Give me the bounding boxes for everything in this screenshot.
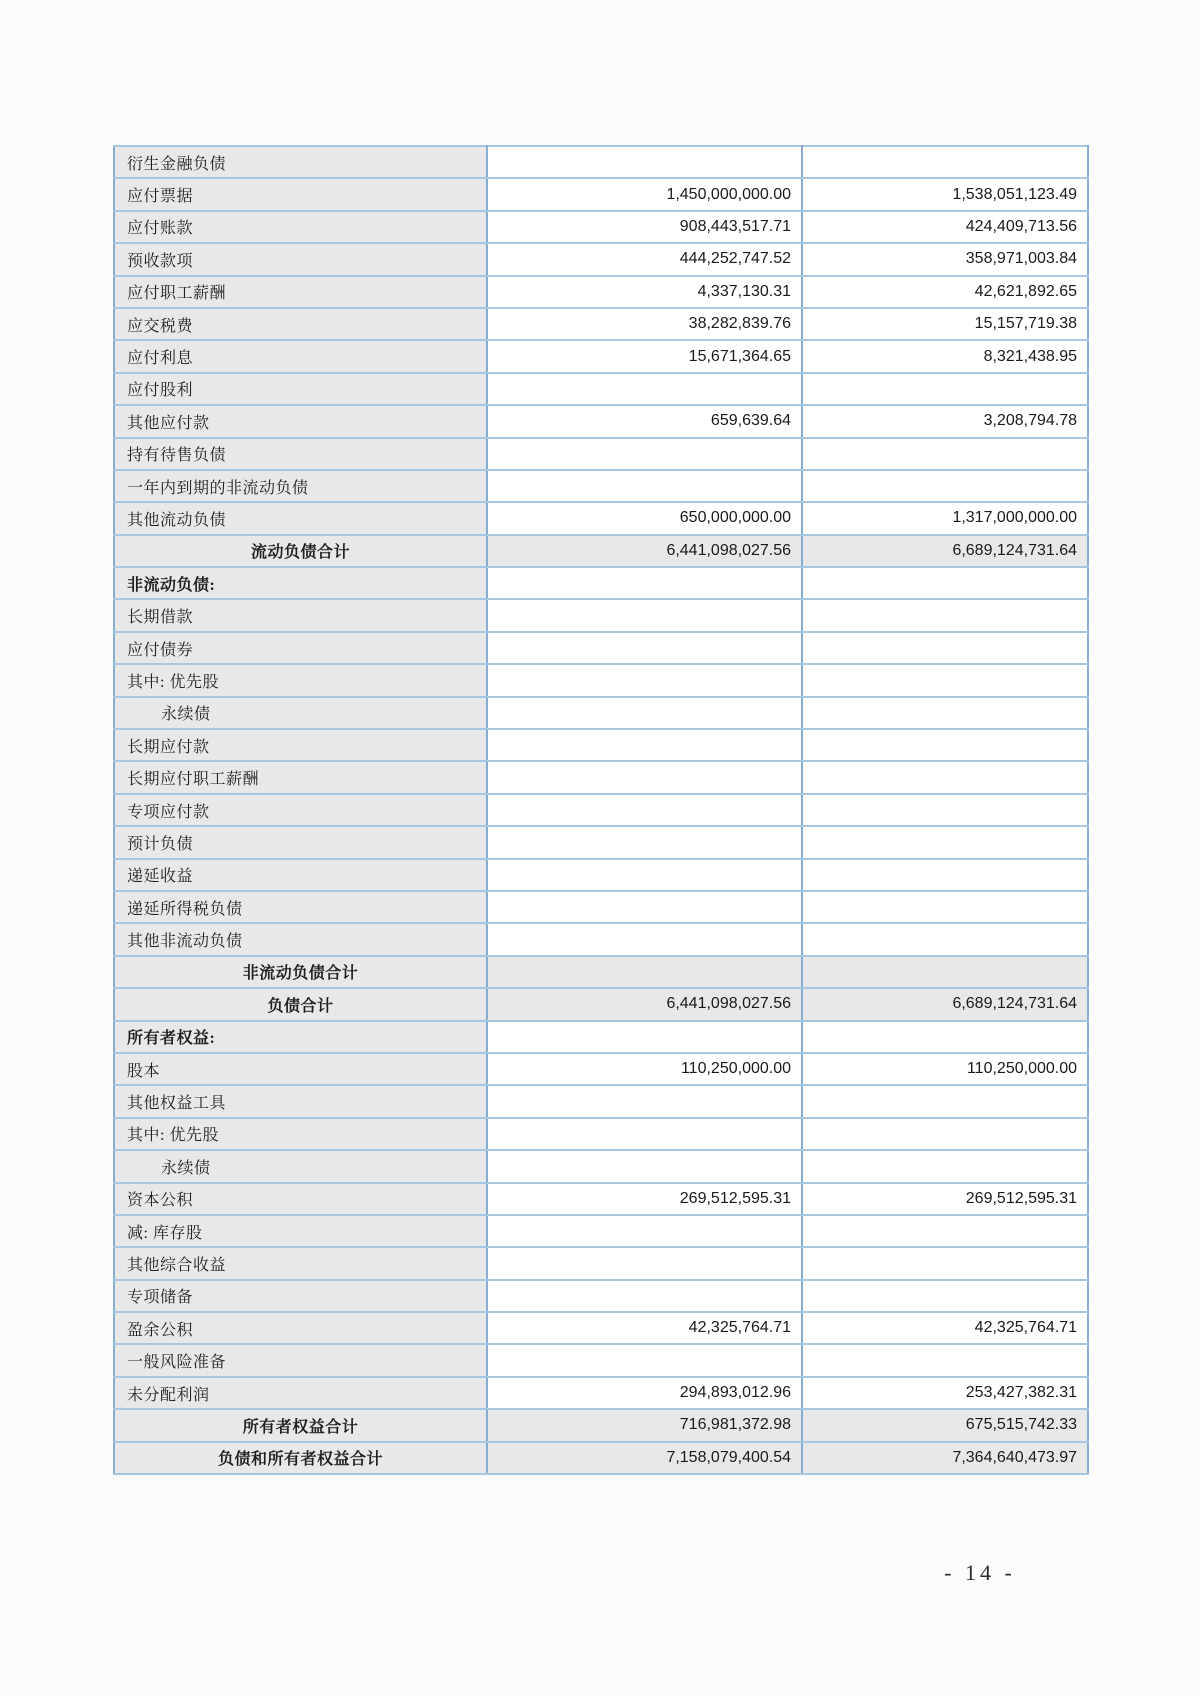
row-value-prior <box>802 664 1088 696</box>
row-value-current: 110,250,000.00 <box>487 1053 802 1085</box>
table-row <box>114 567 1088 599</box>
row-label: 应付利息 <box>114 340 487 372</box>
row-value-prior <box>802 470 1088 502</box>
row-value-current <box>487 1021 802 1053</box>
row-value-prior <box>802 1215 1088 1247</box>
balance-sheet-table <box>113 145 1089 1475</box>
row-value-current: 294,893,012.96 <box>487 1377 802 1409</box>
row-value-current <box>487 859 802 891</box>
row-label: 永续债 <box>114 1150 487 1182</box>
row-value-current: 659,639.64 <box>487 405 802 437</box>
row-label: 其他应付款 <box>114 405 487 437</box>
table-row <box>114 405 1088 437</box>
row-label: 衍生金融负债 <box>114 146 487 178</box>
table-row <box>114 859 1088 891</box>
table-row <box>114 308 1088 340</box>
table-row <box>114 211 1088 243</box>
table-row <box>114 1183 1088 1215</box>
row-value-prior: 269,512,595.31 <box>802 1183 1088 1215</box>
row-value-prior <box>802 697 1088 729</box>
table-row <box>114 373 1088 405</box>
table-row <box>114 146 1088 178</box>
table-row <box>114 340 1088 372</box>
table-row <box>114 697 1088 729</box>
row-value-prior: 8,321,438.95 <box>802 340 1088 372</box>
row-value-prior: 253,427,382.31 <box>802 1377 1088 1409</box>
row-value-prior <box>802 1021 1088 1053</box>
row-value-prior <box>802 794 1088 826</box>
row-value-current: 15,671,364.65 <box>487 340 802 372</box>
row-value-prior: 358,971,003.84 <box>802 243 1088 275</box>
row-value-current: 1,450,000,000.00 <box>487 178 802 210</box>
row-value-current <box>487 923 802 955</box>
row-value-current: 7,158,079,400.54 <box>487 1442 802 1474</box>
table-row <box>114 1247 1088 1279</box>
row-value-prior: 110,250,000.00 <box>802 1053 1088 1085</box>
table-row <box>114 535 1088 567</box>
row-label: 股本 <box>114 1053 487 1085</box>
table-row <box>114 438 1088 470</box>
row-label: 减: 库存股 <box>114 1215 487 1247</box>
row-value-prior <box>802 729 1088 761</box>
row-value-current <box>487 697 802 729</box>
row-label: 所有者权益合计 <box>114 1409 487 1441</box>
row-label: 持有待售负债 <box>114 438 487 470</box>
table-row <box>114 470 1088 502</box>
row-value-prior <box>802 923 1088 955</box>
row-value-prior: 15,157,719.38 <box>802 308 1088 340</box>
row-label: 流动负债合计 <box>114 535 487 567</box>
row-value-current <box>487 1215 802 1247</box>
page-number: - 14 - <box>944 1560 1016 1585</box>
row-label: 递延收益 <box>114 859 487 891</box>
table-row <box>114 794 1088 826</box>
row-label: 其他非流动负债 <box>114 923 487 955</box>
table-row <box>114 891 1088 923</box>
row-value-current: 4,337,130.31 <box>487 276 802 308</box>
row-value-current <box>487 826 802 858</box>
row-value-prior <box>802 1344 1088 1376</box>
row-value-current <box>487 1150 802 1182</box>
row-label: 其他权益工具 <box>114 1085 487 1117</box>
row-value-prior: 424,409,713.56 <box>802 211 1088 243</box>
row-value-prior <box>802 826 1088 858</box>
row-value-prior <box>802 859 1088 891</box>
row-label: 永续债 <box>114 697 487 729</box>
row-label: 应付账款 <box>114 211 487 243</box>
table-row <box>114 502 1088 534</box>
table-row <box>114 664 1088 696</box>
row-value-prior <box>802 632 1088 664</box>
row-value-current: 650,000,000.00 <box>487 502 802 534</box>
table-row <box>114 632 1088 664</box>
row-label: 专项应付款 <box>114 794 487 826</box>
row-value-current: 38,282,839.76 <box>487 308 802 340</box>
row-value-prior: 3,208,794.78 <box>802 405 1088 437</box>
table-row <box>114 1280 1088 1312</box>
row-value-current <box>487 664 802 696</box>
row-value-current <box>487 1118 802 1150</box>
table-row <box>114 1085 1088 1117</box>
row-label: 长期应付职工薪酬 <box>114 761 487 793</box>
table-row <box>114 1442 1088 1474</box>
row-value-prior <box>802 567 1088 599</box>
row-value-prior: 675,515,742.33 <box>802 1409 1088 1441</box>
balance-sheet-body <box>114 146 1088 1474</box>
row-label: 未分配利润 <box>114 1377 487 1409</box>
row-value-prior <box>802 1280 1088 1312</box>
row-value-current <box>487 794 802 826</box>
row-value-prior: 7,364,640,473.97 <box>802 1442 1088 1474</box>
row-value-prior <box>802 1150 1088 1182</box>
row-value-prior <box>802 761 1088 793</box>
table-row <box>114 729 1088 761</box>
row-value-prior: 1,538,051,123.49 <box>802 178 1088 210</box>
table-row <box>114 1021 1088 1053</box>
row-label: 其他流动负债 <box>114 502 487 534</box>
row-value-current <box>487 438 802 470</box>
row-label: 负债合计 <box>114 988 487 1020</box>
row-value-prior <box>802 146 1088 178</box>
row-label: 预收款项 <box>114 243 487 275</box>
table-row <box>114 178 1088 210</box>
row-label: 专项储备 <box>114 1280 487 1312</box>
table-row <box>114 276 1088 308</box>
row-label: 其中: 优先股 <box>114 1118 487 1150</box>
row-label: 长期应付款 <box>114 729 487 761</box>
table-row <box>114 1409 1088 1441</box>
row-value-prior <box>802 599 1088 631</box>
row-label: 所有者权益: <box>114 1021 487 1053</box>
row-value-prior <box>802 956 1088 988</box>
row-label: 应付债券 <box>114 632 487 664</box>
row-value-current <box>487 1344 802 1376</box>
row-value-current <box>487 761 802 793</box>
row-value-prior: 6,689,124,731.64 <box>802 535 1088 567</box>
table-row <box>114 243 1088 275</box>
row-label: 负债和所有者权益合计 <box>114 1442 487 1474</box>
row-label: 其他综合收益 <box>114 1247 487 1279</box>
row-value-prior: 42,621,892.65 <box>802 276 1088 308</box>
row-value-current <box>487 1085 802 1117</box>
row-value-prior <box>802 1085 1088 1117</box>
row-value-current <box>487 1280 802 1312</box>
row-value-prior <box>802 373 1088 405</box>
table-row <box>114 826 1088 858</box>
row-label: 应交税费 <box>114 308 487 340</box>
row-label: 递延所得税负债 <box>114 891 487 923</box>
row-value-current: 908,443,517.71 <box>487 211 802 243</box>
row-label: 资本公积 <box>114 1183 487 1215</box>
row-value-prior <box>802 438 1088 470</box>
row-value-prior <box>802 1247 1088 1279</box>
row-value-current <box>487 470 802 502</box>
row-value-current <box>487 599 802 631</box>
row-value-prior: 6,689,124,731.64 <box>802 988 1088 1020</box>
row-value-current: 6,441,098,027.56 <box>487 988 802 1020</box>
row-value-current <box>487 891 802 923</box>
table-row <box>114 1118 1088 1150</box>
row-label: 应付职工薪酬 <box>114 276 487 308</box>
row-label: 应付票据 <box>114 178 487 210</box>
table-row <box>114 956 1088 988</box>
row-label: 长期借款 <box>114 599 487 631</box>
row-value-current <box>487 632 802 664</box>
row-label: 非流动负债: <box>114 567 487 599</box>
row-label: 预计负债 <box>114 826 487 858</box>
table-row <box>114 1344 1088 1376</box>
row-label: 一般风险准备 <box>114 1344 487 1376</box>
row-label: 应付股利 <box>114 373 487 405</box>
row-value-current <box>487 567 802 599</box>
row-value-current <box>487 956 802 988</box>
table-row <box>114 599 1088 631</box>
row-label: 其中: 优先股 <box>114 664 487 696</box>
table-row <box>114 923 1088 955</box>
row-value-current: 6,441,098,027.56 <box>487 535 802 567</box>
table-row <box>114 988 1088 1020</box>
row-value-prior <box>802 1118 1088 1150</box>
row-value-current <box>487 729 802 761</box>
row-value-prior <box>802 891 1088 923</box>
table-row <box>114 1150 1088 1182</box>
row-value-current <box>487 1247 802 1279</box>
row-value-current <box>487 373 802 405</box>
row-value-prior: 42,325,764.71 <box>802 1312 1088 1344</box>
row-value-current: 444,252,747.52 <box>487 243 802 275</box>
table-row <box>114 1312 1088 1344</box>
row-value-current: 269,512,595.31 <box>487 1183 802 1215</box>
row-value-current <box>487 146 802 178</box>
table-row <box>114 1377 1088 1409</box>
row-value-current: 42,325,764.71 <box>487 1312 802 1344</box>
row-value-prior: 1,317,000,000.00 <box>802 502 1088 534</box>
row-label: 非流动负债合计 <box>114 956 487 988</box>
table-row <box>114 1215 1088 1247</box>
row-value-current: 716,981,372.98 <box>487 1409 802 1441</box>
table-row <box>114 1053 1088 1085</box>
row-label: 盈余公积 <box>114 1312 487 1344</box>
row-label: 一年内到期的非流动负债 <box>114 470 487 502</box>
table-row <box>114 761 1088 793</box>
